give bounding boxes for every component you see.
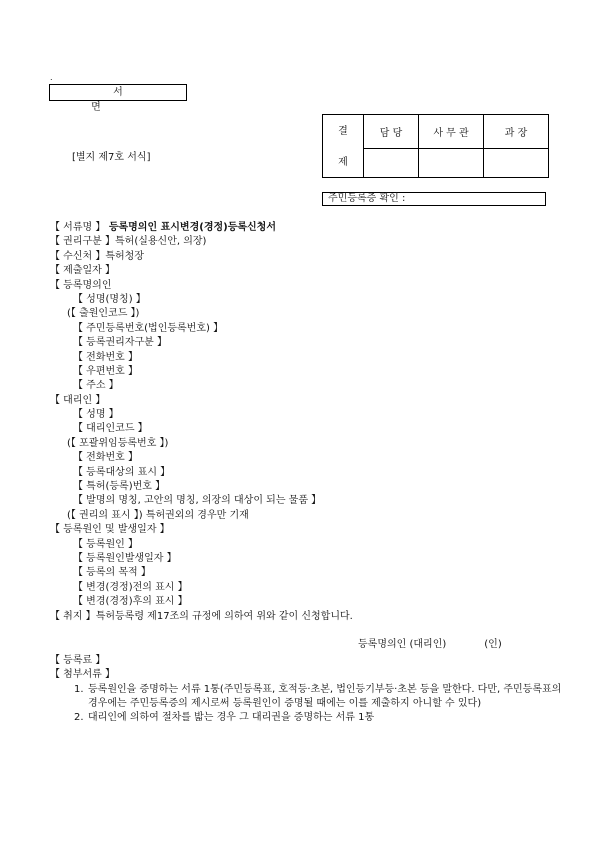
form-field-line[interactable] bbox=[50, 235, 570, 249]
field-value: 특허등록령 제17조의 규정에 의하여 위와 같이 신청합니다. bbox=[95, 610, 353, 622]
approval-gyeol: 결 bbox=[338, 126, 348, 137]
form-field-line[interactable] bbox=[50, 264, 570, 278]
fee-label: 【 등록료 】 bbox=[50, 655, 106, 666]
applicant-label: 등록명의인 (대리인) bbox=[358, 639, 447, 650]
attachment-number: 1. bbox=[74, 683, 84, 695]
approval-col-officer: 사 무 관 bbox=[419, 115, 484, 149]
field-value: 특허권외의 경우만 기재 bbox=[142, 509, 249, 521]
field-label: 【 등록원인 】 bbox=[73, 538, 138, 550]
field-label: 【 변경(경정)후의 표시 】 bbox=[73, 596, 188, 608]
form-field-line[interactable] bbox=[50, 408, 570, 422]
field-label: 【 성명(명칭) 】 bbox=[73, 293, 146, 305]
corner-mark: . bbox=[50, 73, 53, 82]
form-field-line[interactable] bbox=[50, 566, 570, 580]
attachments-heading: 【 첨부서류 】 bbox=[50, 669, 115, 681]
document-type-box: 서 면 bbox=[49, 84, 187, 101]
form-field-line[interactable] bbox=[50, 422, 570, 436]
field-label: 【 특허(등록)번호 】 bbox=[73, 481, 166, 493]
field-label: 【 변경(경정)전의 표시 】 bbox=[73, 581, 188, 593]
form-field-line[interactable] bbox=[50, 250, 570, 264]
field-label: 【 취지 】 bbox=[50, 610, 96, 622]
form-field-line[interactable] bbox=[50, 437, 570, 451]
field-label: 【 우편번호 】 bbox=[73, 365, 138, 377]
form-field-line[interactable] bbox=[50, 322, 570, 336]
attachment-item bbox=[50, 711, 570, 725]
field-label: (【 포괄위임등록번호 】) bbox=[67, 437, 169, 449]
form-field-line[interactable] bbox=[50, 509, 570, 523]
form-body bbox=[50, 221, 570, 624]
form-field-line[interactable] bbox=[50, 552, 570, 566]
field-label: 【 성명 】 bbox=[73, 409, 119, 421]
field-label: 【 등록대상의 표시 】 bbox=[73, 466, 171, 478]
field-label: (【 권리의 표시 】) bbox=[67, 509, 143, 521]
approval-sign-staff[interactable] bbox=[364, 148, 419, 177]
form-field-line[interactable] bbox=[50, 451, 570, 465]
form-field-line[interactable] bbox=[50, 494, 570, 508]
id-card-confirm[interactable]: 주민등록증 확인 : bbox=[322, 192, 546, 206]
attachments-section bbox=[50, 654, 570, 725]
form-field-line[interactable] bbox=[50, 336, 570, 350]
form-field-line[interactable] bbox=[50, 523, 570, 537]
field-label: 【 발명의 명칭, 고안의 명칭, 의장의 대상이 되는 물품 】 bbox=[73, 495, 322, 507]
attachment-text: 대리인에 의하여 절차를 밟는 경우 그 대리권을 증명하는 서류 1통 bbox=[88, 711, 375, 723]
form-field-line[interactable] bbox=[50, 221, 570, 235]
field-label: 【 등록원인 및 발생일자 】 bbox=[50, 524, 170, 536]
attachments-list bbox=[50, 683, 570, 725]
field-label: (【 출원인코드 】) bbox=[67, 308, 140, 320]
field-label: 【 전화번호 】 bbox=[73, 351, 138, 363]
approval-sign-chief[interactable] bbox=[484, 148, 549, 177]
approval-col-staff: 담 당 bbox=[364, 115, 419, 149]
approval-je: 제 bbox=[338, 157, 348, 168]
field-label: 【 등록명의인 bbox=[50, 279, 112, 291]
attachment-item bbox=[50, 683, 570, 711]
form-field-line[interactable] bbox=[50, 394, 570, 408]
form-field-line[interactable] bbox=[50, 351, 570, 365]
field-label: 【 대리인 】 bbox=[50, 394, 106, 406]
field-label: 【 주소 】 bbox=[73, 380, 119, 392]
seal-mark: (인) bbox=[484, 639, 502, 650]
field-value: 등록명의인 표시변경(경정)등록신청서 bbox=[105, 222, 277, 233]
field-label: 【 등록권리자구분 】 bbox=[73, 337, 167, 349]
field-label: 【 전화번호 】 bbox=[73, 452, 138, 464]
form-field-line[interactable] bbox=[50, 293, 570, 307]
form-field-line[interactable] bbox=[50, 466, 570, 480]
form-field-line[interactable] bbox=[50, 581, 570, 595]
field-label: 【 제출일자 】 bbox=[50, 265, 115, 277]
field-label: 【 대리인코드 】 bbox=[73, 423, 148, 435]
field-label: 【 등록원인발생일자 】 bbox=[73, 552, 177, 564]
attachment-text: 등록원인을 증명하는 서류 1통(주민등록표, 호적등·초본, 법인등기부등·초본 등을 말한다. 다만, 주민등록표의 경우에는 주민등록증의 제시로써 등록원인이 증명될 때에는 이를 제출하지 아니할 수 있다) bbox=[88, 683, 562, 709]
field-value: 특허청장 bbox=[105, 250, 144, 262]
field-label: 【 등록의 목적 】 bbox=[73, 567, 151, 579]
approval-col-chief: 과 장 bbox=[484, 115, 549, 149]
field-label: 【 권리구분 】 bbox=[50, 236, 115, 248]
field-label: 【 서류명 】 bbox=[50, 222, 106, 233]
form-field-line[interactable] bbox=[50, 538, 570, 552]
form-field-line[interactable] bbox=[50, 610, 570, 624]
form-field-line[interactable] bbox=[50, 595, 570, 609]
attachment-number: 2. bbox=[74, 711, 84, 723]
approval-sign-officer[interactable] bbox=[419, 148, 484, 177]
field-value: 특허(실용신안, 의장) bbox=[115, 236, 207, 248]
signature-line bbox=[358, 635, 502, 650]
form-field-line[interactable] bbox=[50, 279, 570, 293]
field-label: 【 수신처 】 bbox=[50, 250, 106, 262]
form-field-line[interactable] bbox=[50, 307, 570, 321]
approval-table bbox=[322, 114, 549, 178]
approval-gyeol-je bbox=[323, 115, 364, 178]
form-field-line[interactable] bbox=[50, 379, 570, 393]
form-number: [별지 제7호 서식] bbox=[72, 152, 151, 163]
field-label: 【 주민등록번호(법인등록번호) 】 bbox=[73, 322, 224, 334]
form-field-line[interactable] bbox=[50, 480, 570, 494]
form-field-line[interactable] bbox=[50, 365, 570, 379]
